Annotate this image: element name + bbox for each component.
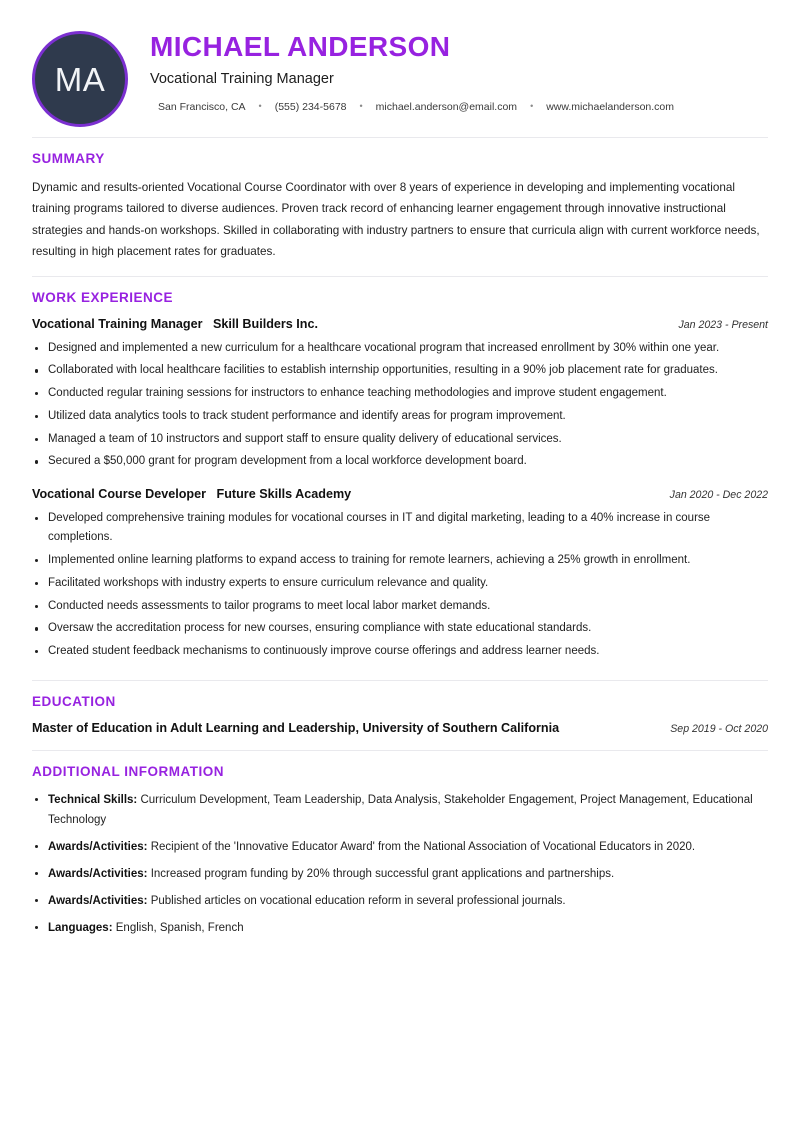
contact-website[interactable]: www.michaelanderson.com	[546, 100, 675, 113]
experience-entry	[32, 486, 768, 662]
additional-info-list	[32, 790, 768, 938]
experience-company: Skill Builders Inc.	[213, 317, 318, 332]
contact-separator-icon: •	[258, 101, 262, 112]
list-item: Oversaw the accreditation process for new courses, ensuring compliance with state educational standards.	[32, 619, 768, 639]
experience-heading	[32, 486, 351, 502]
list-item	[32, 891, 768, 911]
list-item	[32, 864, 768, 884]
section-summary	[32, 138, 768, 262]
experience-bullet-list	[32, 339, 768, 473]
contact-separator-icon: •	[530, 101, 534, 112]
list-item: Secured a $50,000 grant for program development from a local workforce development board.	[32, 452, 768, 472]
education-dates: Sep 2019 - Oct 2020	[670, 722, 768, 735]
experience-entry	[32, 316, 768, 472]
contact-line	[150, 101, 768, 113]
list-item: Conducted needs assessments to tailor programs to meet local labor market demands.	[32, 597, 768, 617]
list-item: Implemented online learning platforms to expand access to training for remote learners, achieving a 25% growth in enrollment.	[32, 551, 768, 571]
section-title-work-experience: WORK EXPERIENCE	[32, 290, 174, 306]
list-item: Designed and implemented a new curriculum for a healthcare vocational program that increased enrollment by 30% within one year.	[32, 339, 768, 359]
section-education	[32, 681, 768, 736]
experience-job-title: Vocational Training Manager	[32, 317, 203, 332]
experience-dates: Jan 2023 - Present	[678, 319, 768, 332]
contact-phone[interactable]: (555) 234-5678	[274, 100, 347, 113]
list-item: Managed a team of 10 instructors and support staff to ensure quality delivery of educational services.	[32, 430, 768, 450]
header-job-title: Vocational Training Manager	[150, 71, 334, 88]
section-title-additional-information: ADDITIONAL INFORMATION	[32, 764, 224, 780]
section-additional-information	[32, 751, 768, 938]
info-value: Increased program funding by 20% through successful grant applications and partnerships.	[150, 868, 615, 881]
list-item: Utilized data analytics tools to track student performance and identify areas for program improvement.	[32, 407, 768, 427]
contact-separator-icon: •	[359, 101, 363, 112]
info-label: Languages:	[48, 922, 113, 935]
spacer	[32, 262, 768, 276]
experience-bullet-list	[32, 509, 768, 662]
avatar	[32, 31, 128, 127]
info-label: Technical Skills:	[48, 794, 138, 807]
experience-company: Future Skills Academy	[216, 487, 352, 502]
experience-job-title: Vocational Course Developer	[32, 487, 207, 502]
info-label: Awards/Activities:	[48, 895, 148, 908]
resume-header	[32, 0, 768, 137]
experience-heading	[32, 316, 318, 332]
experience-entry-head	[32, 486, 768, 502]
experience-entry-head	[32, 316, 768, 332]
list-item: Developed comprehensive training modules for vocational courses in IT and digital marketing, leading to a 40% increase in course completions.	[32, 509, 768, 549]
list-item	[32, 837, 768, 857]
experience-dates: Jan 2020 - Dec 2022	[669, 489, 768, 502]
list-item: Conducted regular training sessions for instructors to enhance teaching methodologies and improve student engagement.	[32, 384, 768, 404]
list-item	[32, 918, 768, 938]
info-label: Awards/Activities:	[48, 868, 148, 881]
section-title-summary: SUMMARY	[32, 151, 105, 166]
info-label: Awards/Activities:	[48, 841, 148, 854]
info-value: Published articles on vocational education reform in several professional journals.	[150, 895, 566, 908]
list-item	[32, 790, 768, 830]
education-degree: Master of Education in Adult Learning and Leadership, University of Southern California	[32, 720, 560, 735]
contact-email[interactable]: michael.anderson@email.com	[375, 100, 518, 113]
summary-text: Dynamic and results-oriented Vocational Course Coordinator with over 8 years of experience in developing and implementing vocational training programs tailored to diverse audiences. Proven track record of enhancing learner engagement through innovative instructional strategies and hands-on workshops. Skilled in collaborating with industry partners to ensure that curricula align with current workforce needs, resulting in high placement rates for graduates.	[32, 181, 760, 258]
list-item: Created student feedback mechanisms to continuously improve course offerings and address learner needs.	[32, 642, 768, 662]
header-text-block	[128, 26, 768, 113]
info-value: English, Spanish, French	[115, 922, 244, 935]
section-work-experience	[32, 277, 768, 662]
list-item: Collaborated with local healthcare facilities to establish internship opportunities, resulting in a 90% job placement rate for graduates.	[32, 361, 768, 381]
page-title: MICHAEL ANDERSON	[150, 31, 451, 62]
info-value: Recipient of the 'Innovative Educator Award' from the National Association of Vocational Educators in 2020.	[150, 841, 696, 854]
list-item: Facilitated workshops with industry experts to ensure curriculum relevance and quality.	[32, 574, 768, 594]
contact-location: San Francisco, CA	[158, 100, 246, 113]
avatar-initials: MA	[54, 60, 106, 98]
info-value: Curriculum Development, Team Leadership, Data Analysis, Stakeholder Engagement, Project Management, Educational Technology	[48, 794, 753, 827]
spacer	[32, 736, 768, 750]
spacer	[32, 666, 768, 680]
education-entry	[32, 720, 768, 736]
section-title-education: EDUCATION	[32, 693, 116, 709]
